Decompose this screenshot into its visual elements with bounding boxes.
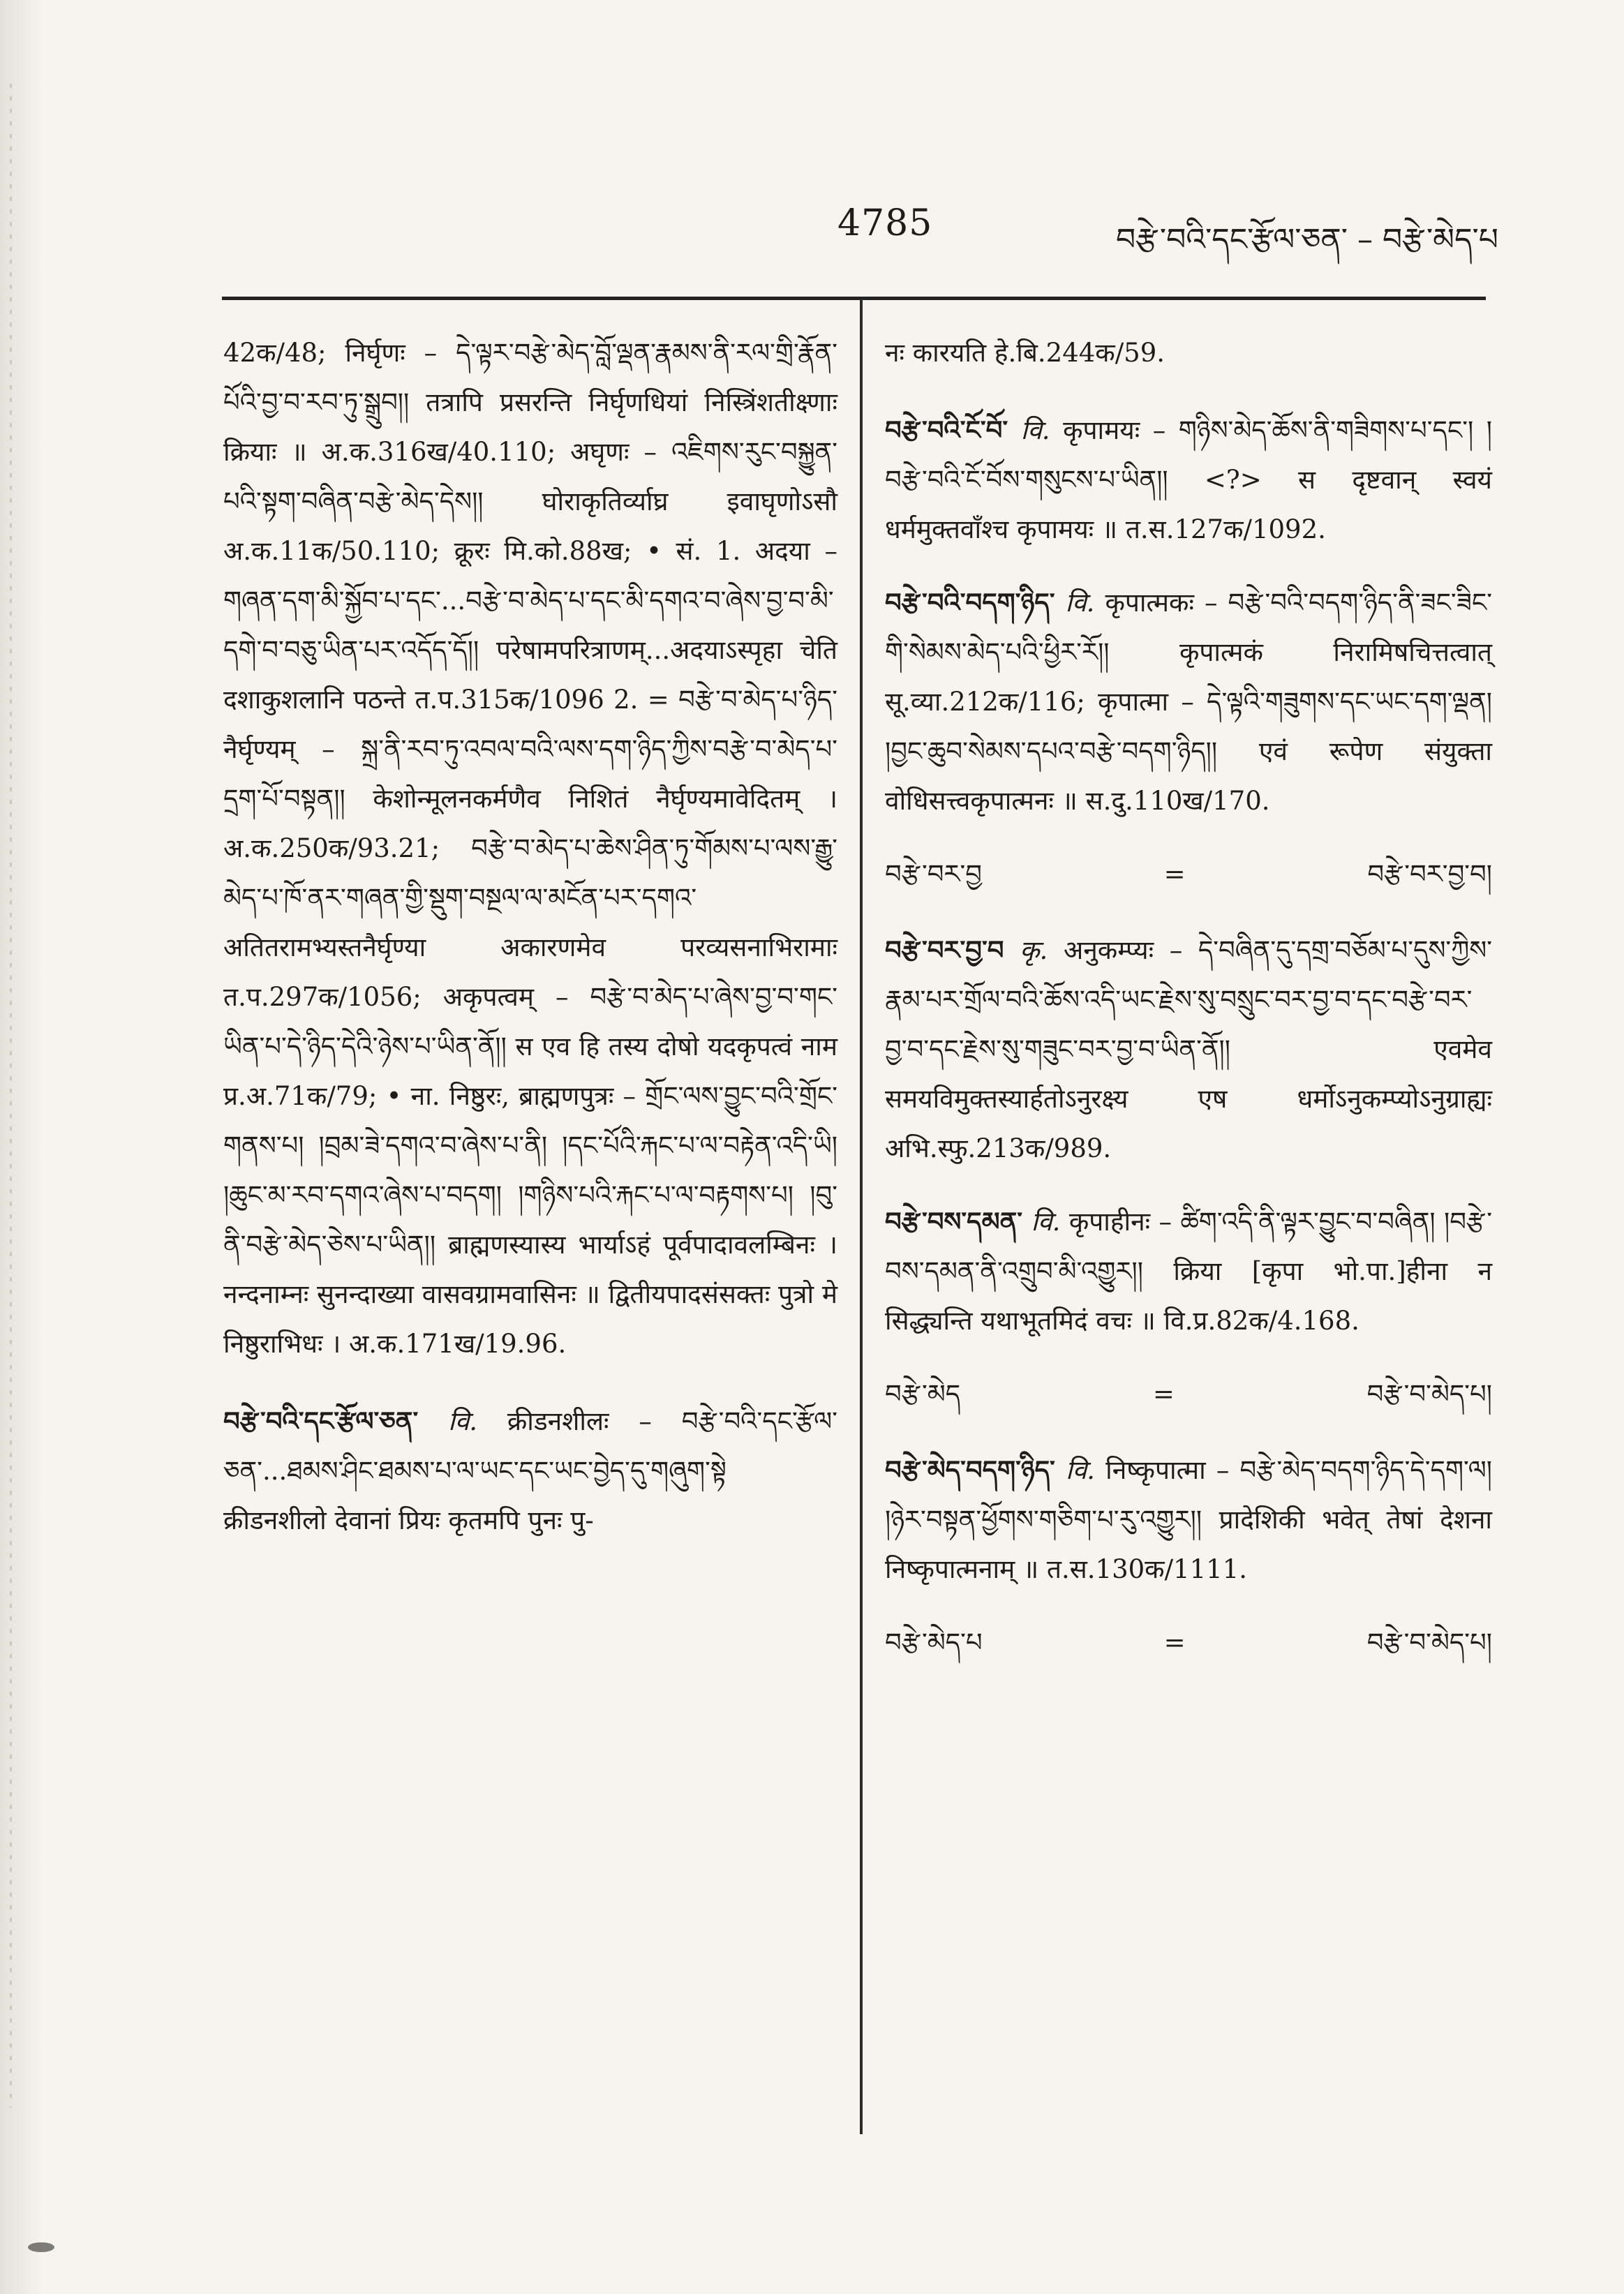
xref-headword: བརྩེ་བར་བྱ xyxy=(885,859,982,889)
entry-body: निष्कृपात्मा – བརྩེ་མེད་བདག་ཉིད་དེ་དག་ལ། །ཉེར་བསྟན་ཕྱོགས་གཅིག་པ་རུ་འགྱུར།། प्रादेशिकी भवेत् तेषां देशना निष्कृपात्मनाम् ॥ त.स.130क/1111. xyxy=(885,1455,1492,1584)
cross-reference xyxy=(885,1618,1492,1667)
entry-headword: བརྩེ་བར་བྱ་བ xyxy=(885,934,1004,965)
xref-equals: = xyxy=(1163,1628,1186,1658)
dictionary-entry xyxy=(885,578,1492,826)
scan-margin-shadow xyxy=(0,0,42,2294)
xref-equals: = xyxy=(1152,1379,1175,1409)
xref-headword: བརྩེ་མེད་པ xyxy=(885,1628,983,1658)
xref-target: བརྩེ་བ་མེད་པ། xyxy=(1366,1379,1492,1409)
page-header xyxy=(223,202,1498,265)
continued-entry: नः कारयति हे.बि.244क/59. xyxy=(885,338,1165,368)
entry-grammar: कृ. xyxy=(1020,935,1048,965)
dictionary-entry xyxy=(885,1197,1492,1346)
column-divider xyxy=(860,299,863,2134)
dictionary-entry xyxy=(885,1445,1492,1594)
entry-headword: བརྩེ་བས་དམན་ xyxy=(885,1206,1023,1237)
xref-equals: = xyxy=(1163,859,1186,889)
entry-body: क्रीडनशीलः – བརྩེ་བའི་དང་རྩོལ་ཅན་...ཐམས་ཤིང་ཐམས་པ་ལ་ཡང་དང་ཡང་བྱེད་དུ་གཞུག་སྟེ क्रीडनशीलो देवानां प्रियः कृतमपि पुनः पु- xyxy=(223,1406,837,1535)
header-rule xyxy=(222,297,1486,300)
entry-body: कृपाहीनः – ཚིག་འདི་ནི་ལྟར་བྱུང་བ་བཞིན། །བརྩེ་བས་དམན་ནི་འགྲུབ་མི་འགྱུར།། क्रिया [कृपा भो.पा.]हीना न सिद्ध्यन्ति यथाभूतमिदं वचः ॥ वि.प्र.82क/4.168. xyxy=(885,1207,1492,1336)
xref-target: བརྩེ་བ་མེད་པ། xyxy=(1366,1628,1492,1658)
dictionary-entry xyxy=(885,405,1492,554)
right-column xyxy=(885,328,1492,1694)
entry-headword: བརྩེ་བའི་ངོ་བོ་ xyxy=(885,415,1008,445)
entry-grammar: वि. xyxy=(1065,588,1095,618)
left-column xyxy=(223,328,837,1569)
xref-target: བརྩེ་བར་བྱ་བ། xyxy=(1367,859,1492,889)
entry-grammar: वि. xyxy=(1031,1207,1061,1237)
dictionary-entry xyxy=(885,925,1492,1173)
entry-grammar: वि. xyxy=(1020,415,1050,445)
entry-body: कृपात्मकः – བརྩེ་བའི་བདག་ཉིད་ནི་ཟང་ཟིང་གི་སེམས་མེད་པའི་ཕྱིར་རོ།། कृपात्मकं निरामिषचित्तत्वात् सू.व्या.212क/116; कृपात्मा – དེ་ལྟའི་གཟུགས་དང་ཡང་དག་ལྡན། །བྱང་ཆུབ་སེམས་དཔའ་བརྩེ་བདག་ཉིད།། एवं रूपेण संयुक्ता वोधिसत्त्वकृपात्मनः ॥ स.दु.110ख/170. xyxy=(885,588,1492,816)
running-head: བརྩེ་བའི་དང་རྩོལ་ཅན་ – བརྩེ་མེད་པ xyxy=(1115,222,1498,258)
entry-headword: བརྩེ་བའི་བདག་ཉིད་ xyxy=(885,587,1055,618)
entry-headword: བརྩེ་མེད་བདག་ཉིད་ xyxy=(885,1454,1055,1485)
cross-reference xyxy=(885,849,1492,899)
continued-entry: 42क/48; निर्घृणः – དེ་ལྟར་བརྩེ་མེད་བློ་ལྡན་རྣམས་ནི་རལ་གྲི་རྣོན་པོའི་བྱ་བ་རབ་ཏུ་སྒྲུབ།། तत्रापि प्रसरन्ति निर्घृणधियां निस्त्रिंशतीक्ष्णाः क्रियाः ॥ अ.क.316ख/40.110; अघृणः – འཇིགས་རུང་བསྐྱུན་པའི་སྟག་བཞིན་བརྩེ་མེད་དེས།། घोराकृतिर्व्याघ्र इवाघृणोऽसौ अ.क.11क/50.110; क्रूरः मि.को.88ख; • सं. 1. अदया – གཞན་དག་མི་སྐྱོབ་པ་དང་...བརྩེ་བ་མེད་པ་དང་མི་དགའ་བ་ཞེས་བྱ་བ་མི་དགེ་བ་བཅུ་ཡིན་པར་འདོད་དོ།། परेषामपरित्राणम्...अदयाऽस्पृहा चेति दशाकुशलानि पठन्ते त.प.315क/1096 2. = བརྩེ་བ་མེད་པ་ཉིད་ नैर्घृण्यम् – སྐྲ་ནི་རབ་ཏུ་འབལ་བའི་ལས་དག་ཉིད་ཀྱིས་བརྩེ་བ་མེད་པ་དྲག་པོ་བསྟན།། केशोन्मूलनकर्मणैव निशितं नैर्घृण्यमावेदितम् । अ.क.250क/93.21; བརྩེ་བ་མེད་པ་ཆེས་ཤིན་ཏུ་གོམས་པ་ལས་རྒྱུ་མེད་པ་ཁོ་ནར་གཞན་གྱི་སྡུག་བསྔལ་ལ་མངོན་པར་དགའ་ अतितरामभ्यस्तनैर्घृण्या अकारणमेव परव्यसनाभिरामाः त.प.297क/1056; अकृपत्वम् – བརྩེ་བ་མེད་པ་ཞེས་བྱ་བ་གང་ཡིན་པ་དེ་ཉིད་དེའི་ཉེས་པ་ཡིན་ནོ།། स एव हि तस्य दोषो यदकृपत्वं नाम प्र.अ.71क/79; • ना. निष्ठुरः, ब्राह्मणपुत्रः – གྲོང་ལས་བྱུང་བའི་གྲོང་གནས་པ། །བྲམ་ཟེ་དགའ་བ་ཞེས་པ་ནི། །དང་པོའི་རྐང་པ་ལ་བརྟེན་འདི་ཡི། །ཆུང་མ་རབ་དགའ་ཞེས་པ་བདག། །གཉིས་པའི་རྐང་པ་ལ་བརྟགས་པ། །བུ་ནི་བརྩེ་མེད་ཅེས་པ་ཡིན།། ब्राह्मणस्यास्य भार्याऽहं पूर्वपादावलम्बिनः । नन्दनाम्नः सुनन्दाख्या वासवग्रामवासिनः ॥ द्वितीयपादसंसक्तः पुत्रो मे निष्ठुराभिधः । अ.क.171ख/19.96. xyxy=(223,338,837,1359)
entry-grammar: वि. xyxy=(1066,1455,1095,1485)
scan-ink-spot xyxy=(28,2242,54,2252)
dictionary-entry xyxy=(223,1396,837,1545)
entry-body: अनुकम्प्यः – དེ་བཞིན་དུ་དགྲ་བཅོམ་པ་དུས་ཀྱིས་རྣམ་པར་གྲོལ་བའི་ཆོས་འདི་ཡང་རྗེས་སུ་བསྲུང་བར་བྱ་བ་དང་བརྩེ་བར་བྱ་བ་དང་རྗེས་སུ་གཟུང་བར་བྱ་བ་ཡིན་ནོ།། एवमेव समयविमुक्तस्यार्हतोऽनुरक्ष्य एष धर्मोऽनुकम्प्योऽनुग्राह्यः अभि.स्फु.213क/989. xyxy=(885,935,1492,1163)
entry-headword: བརྩེ་བའི་དང་རྩོལ་ཅན་ xyxy=(223,1406,419,1436)
entry-grammar: वि. xyxy=(448,1406,478,1436)
page-number: 4785 xyxy=(837,202,933,244)
xref-headword: བརྩེ་མེད xyxy=(885,1379,961,1409)
cross-reference xyxy=(885,1369,1492,1419)
entry-body: कृपामयः – གཉིས་མེད་ཆོས་ནི་གཟིགས་པ་དང་། །བརྩེ་བའི་ངོ་བོས་གསུངས་པ་ཡིན།། <?> स दृष्टवान् स्वयं धर्ममुक्तवाँश्च कृपामयः ॥ त.स.127क/1092. xyxy=(885,415,1492,544)
